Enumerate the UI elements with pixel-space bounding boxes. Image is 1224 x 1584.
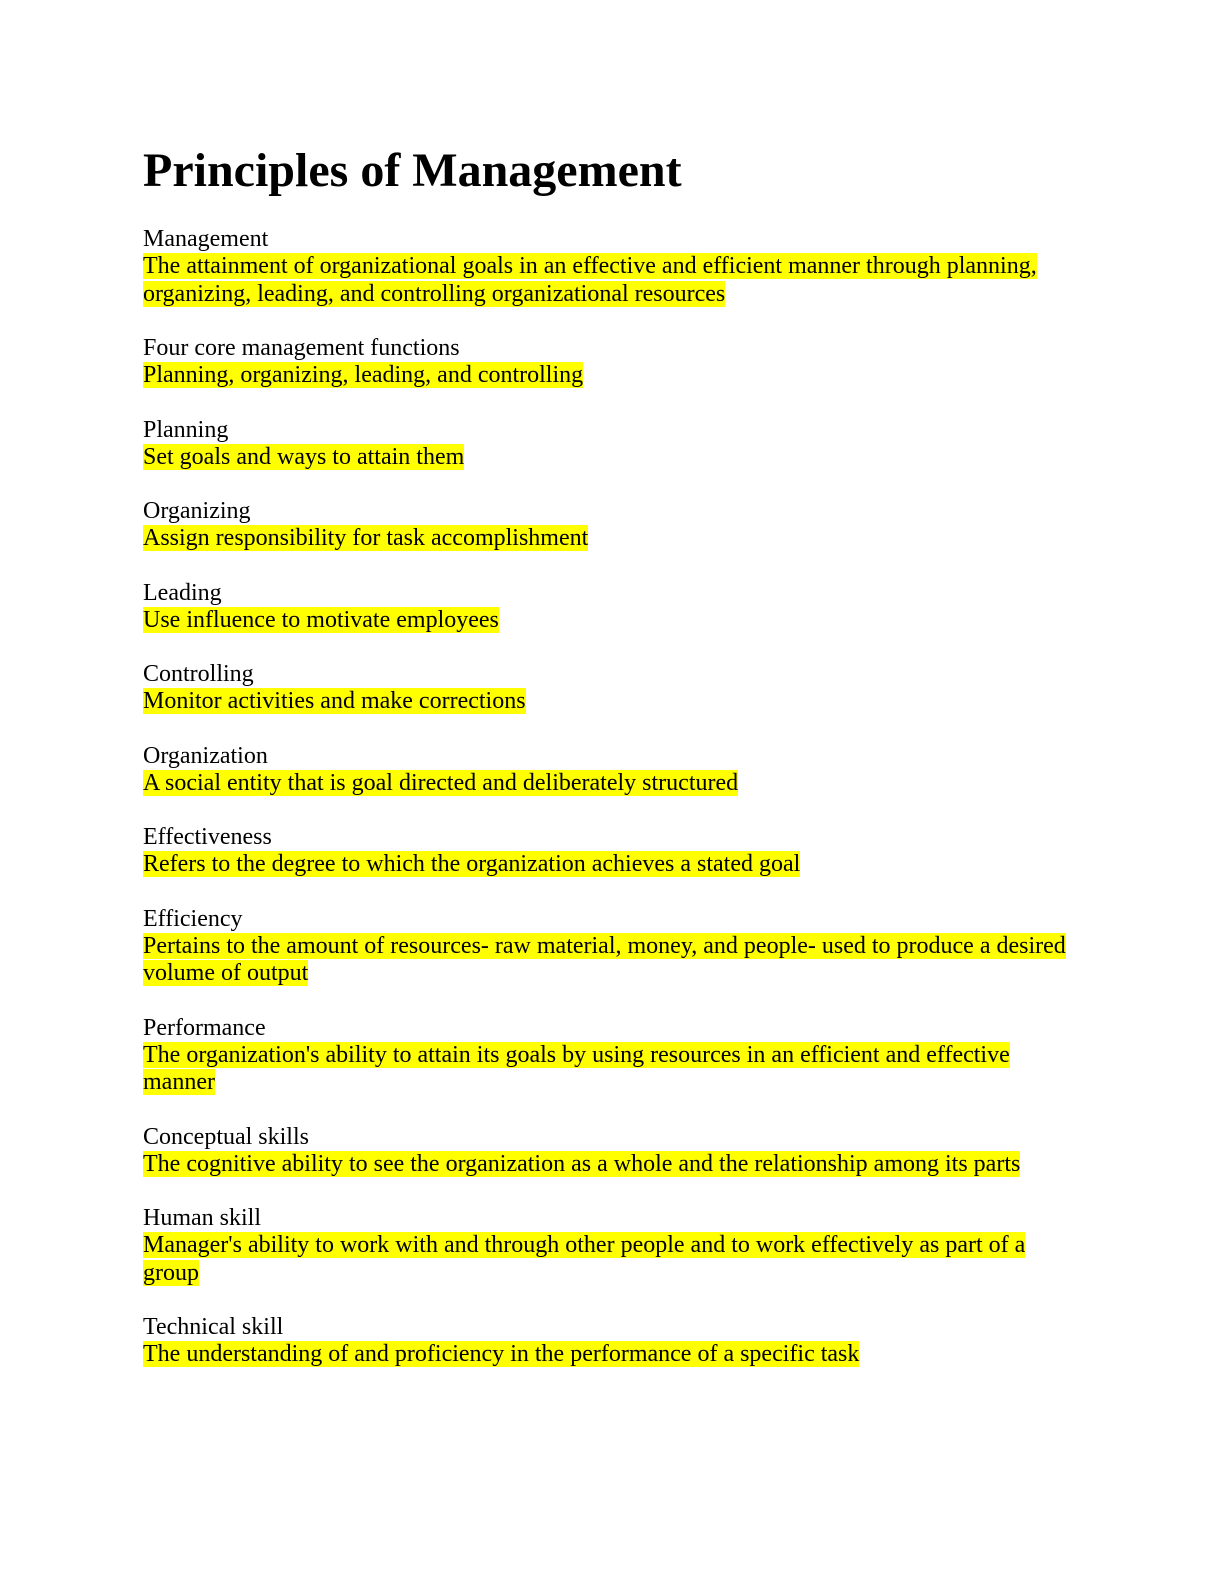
- page-title: Principles of Management: [143, 144, 682, 197]
- entry-definition: [143, 1042, 1073, 1097]
- entry-term: Efficiency: [143, 905, 243, 932]
- glossary-entry: [143, 906, 1073, 988]
- entry-term: Controlling: [143, 661, 254, 687]
- glossary-entry: [143, 1314, 1073, 1369]
- entry-term: Conceptual skills: [143, 1123, 309, 1150]
- glossary-entry: [143, 824, 1073, 879]
- highlighted-definition-text: Assign responsibility for task accomplishment: [143, 525, 589, 551]
- entry-definition: [143, 1341, 1073, 1369]
- entry-term: Organization: [143, 742, 268, 769]
- entry-definition: [143, 933, 1073, 988]
- highlighted-definition-text: Set goals and ways to attain them: [143, 443, 465, 470]
- highlighted-definition-text: The attainment of organizational goals in an effective and efficient manner through planning, organizing, leading, and controlling organizational resources: [143, 253, 1037, 307]
- highlighted-definition-text: A social entity that is goal directed and deliberately structured: [143, 769, 739, 796]
- highlighted-definition-text: Planning, organizing, leading, and controlling: [143, 362, 584, 388]
- highlighted-definition-text: Use influence to motivate employees: [143, 606, 499, 633]
- glossary-entry: [143, 1124, 1073, 1179]
- entry-definition: [143, 525, 1073, 553]
- glossary-entry: [143, 661, 1073, 716]
- entry-definition: [143, 688, 1073, 716]
- entry-definition: [143, 1151, 1073, 1179]
- glossary-entry: [143, 335, 1073, 390]
- glossary-entry: [143, 580, 1073, 635]
- highlighted-definition-text: The understanding of and proficiency in the performance of a specific task: [143, 1341, 860, 1367]
- glossary-entry: [143, 226, 1073, 308]
- highlighted-definition-text: Manager's ability to work with and through other people and to work effectively as part of a group: [143, 1232, 1026, 1286]
- entry-definition: [143, 362, 1073, 390]
- highlighted-definition-text: Monitor activities and make corrections: [143, 688, 526, 714]
- highlighted-definition-text: Refers to the degree to which the organization achieves a stated goal: [143, 851, 801, 877]
- glossary-entry: [143, 1015, 1073, 1097]
- document-page: [143, 140, 1073, 1396]
- highlighted-definition-text: The cognitive ability to see the organization as a whole and the relationship among its parts: [143, 1150, 1021, 1177]
- entry-term: Performance: [143, 1014, 266, 1041]
- entry-definition: [143, 444, 1073, 472]
- entry-term: Effectiveness: [143, 824, 272, 850]
- highlighted-definition-text: The organization's ability to attain its goals by using resources in an efficient and effective manner: [143, 1041, 1010, 1095]
- glossary-entry: [143, 498, 1073, 553]
- entry-term: Four core management functions: [143, 335, 460, 361]
- entry-term: Organizing: [143, 498, 251, 524]
- entry-definition: [143, 253, 1073, 308]
- entry-term: Management: [143, 226, 269, 252]
- glossary-entry: [143, 417, 1073, 472]
- entry-definition: [143, 770, 1073, 798]
- glossary-entry: [143, 743, 1073, 798]
- entry-term: Leading: [143, 579, 222, 606]
- entry-definition: [143, 607, 1073, 635]
- glossary-entry: [143, 1205, 1073, 1287]
- entry-definition: [143, 851, 1073, 879]
- highlighted-definition-text: Pertains to the amount of resources- raw material, money, and people- used to produce a desired volume of output: [143, 932, 1066, 986]
- entry-term: Human skill: [143, 1205, 261, 1231]
- entry-term: Technical skill: [143, 1314, 284, 1340]
- entry-term: Planning: [143, 416, 229, 443]
- entry-definition: [143, 1232, 1073, 1287]
